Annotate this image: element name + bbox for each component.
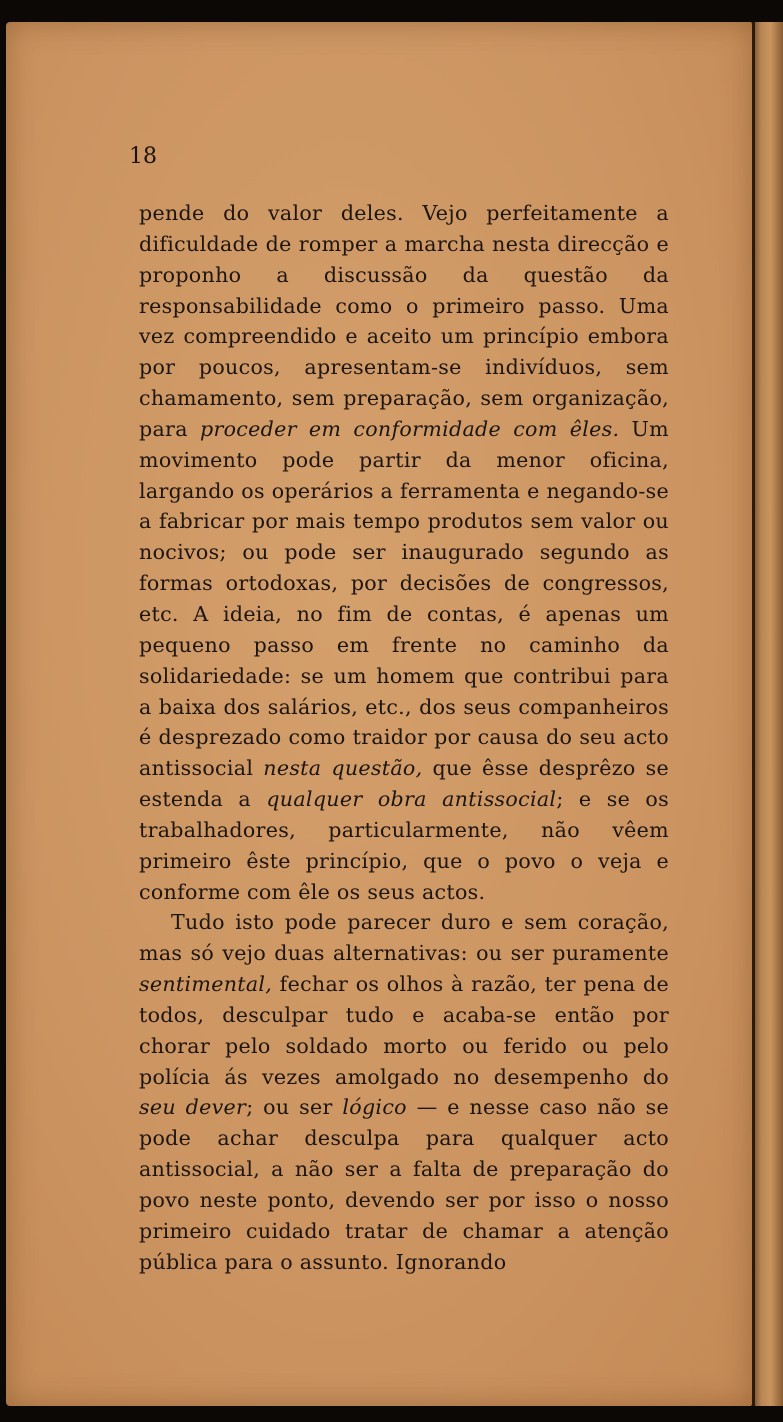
text-segment: ; ou ser [246,1095,343,1120]
italic-text-segment: lógico [342,1095,407,1120]
italic-text-segment: nesta questão, [263,756,423,781]
italic-text-segment: qualquer obra antissocial [266,787,557,812]
italic-text-segment: seu dever [139,1095,247,1120]
text-segment: fechar os olhos à razão, ter pena de todos, desculpar tudo e acaba-se então por chorar pelo soldado morto ou ferido ou pelo polícia ás vezes amolgado no desempenho do [139,972,669,1089]
page-number: 18 [129,144,157,169]
paragraph-p2 [139,907,669,1277]
binding-fold [752,22,755,1406]
paper-page [6,22,752,1406]
text-segment: que êsse desprêzo se estenda a [139,756,669,812]
text-segment: ; e se os trabalhadores, particularmente, não vêem primeiro êste princípio, que o povo o veja e conforme com êle os seus actos. [139,787,669,904]
text-segment: — e nesse caso não se pode achar desculpa para qualquer acto antissocial, a não ser a falta de preparação do povo neste ponto, devendo ser por isso o nosso primeiro cuidado tratar de chamar a atenção pública para o assunto. Ignorando [139,1095,670,1274]
italic-text-segment: proceder em conformidade com êles. [199,416,620,441]
text-segment: Um movimento pode partir da menor oficina, largando os operários a ferramenta e negando-se a fabricar por mais tempo produtos sem valor ou nocivos; ou pode ser inaugurado segundo as formas ortodoxas, por decisões de congressos, etc. A ideia, no fim de contas, é apenas um pequeno passo em frente no caminho da solidariedade: se um homem que contribui para a baixa dos salários, etc., dos seus companheiros é desprezado como traidor por causa do seu acto antissocial [139,416,669,781]
page-edge [752,22,783,1406]
text-segment: pende do valor deles. Vejo perfeitamente a dificuldade de romper a marcha nesta direcção e proponho a discussão da questão da responsabilidade como o primeiro passo. Uma vez compreendido e aceito um princípio embora por poucos, apresentam-se indivíduos, sem chamamento, sem preparação, sem organização, para [139,201,669,441]
paragraph-p1 [139,198,669,907]
body-text [139,198,669,1278]
italic-text-segment: sentimental, [139,972,273,997]
text-segment: Tudo isto pode parecer duro e sem coração, mas só vejo duas alternativas: ou ser puramente [139,910,669,966]
